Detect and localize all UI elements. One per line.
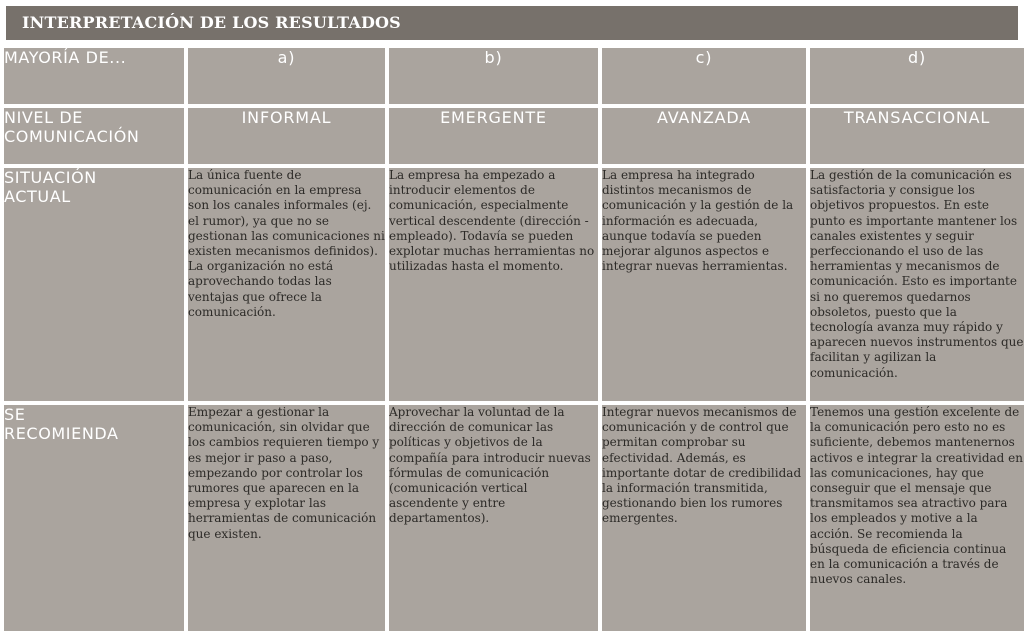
level-avanzada: AVANZADA <box>602 108 806 164</box>
situation-cell-a: La única fuente de comunicación en la empresa son los canales informales (ej. el rumor), ya que no se gestionan las comunicaciones ni existen mecanismos definidos). La organización no está aprovechando todas las ventajas que ofrece la comunicación. <box>188 168 385 401</box>
header-row <box>4 48 1024 104</box>
recommendation-cell-b: Aprovechar la voluntad de la dirección de comunicar las políticas y objetivos de la compañía para introducir nuevas fórmulas de comunicación (comunicación vertical ascendente y entre departamentos). <box>389 405 598 631</box>
situation-row <box>4 168 1024 401</box>
recommendation-cell-d: Tenemos una gestión excelente de la comunicación pero esto no es suficiente, debemos mantenernos activos e integrar la creatividad en las comunicaciones, hay que conseguir que el mensaje que transmitamos sea atractivo para los empleados y motive a la acción. Se recomienda la búsqueda de eficiencia continua en la comunicación a través de nuevos canales. <box>810 405 1024 631</box>
recommendation-cell-c: Integrar nuevos mecanismos de comunicación y de control que permitan comprobar su efectividad. Además, es importante dotar de credibilidad la información transmitida, gestionando bien los rumores emergentes. <box>602 405 806 631</box>
level-row-label: NIVEL DE COMUNICACIÓN <box>4 108 184 164</box>
header-row-label: MAYORÍA DE... <box>4 48 184 104</box>
column-header-d: d) <box>810 48 1024 104</box>
results-table <box>0 44 1024 635</box>
situation-cell-c: La empresa ha integrado distintos mecanismos de comunicación y la gestión de la información es adecuada, aunque todavía se pueden mejorar algunos aspectos e integrar nuevas herramientas. <box>602 168 806 401</box>
column-header-c: c) <box>602 48 806 104</box>
level-informal: INFORMAL <box>188 108 385 164</box>
recommendation-row <box>4 405 1024 631</box>
column-header-b: b) <box>389 48 598 104</box>
situation-cell-d: La gestión de la comunicación es satisfactoria y consigue los objetivos propuestos. En este punto es importante mantener los canales existentes y seguir perfeccionando el uso de las herramientas y mecanismos de comunicación. Esto es importante si no queremos quedarnos obsoletos, puesto que la tecnología avanza muy rápido y aparecen nuevos instrumentos que facilitan y agilizan la comunicación. <box>810 168 1024 401</box>
column-header-a: a) <box>188 48 385 104</box>
situation-cell-b: La empresa ha empezado a introducir elementos de comunicación, especialmente vertical descendente (dirección - empleado). Todavía se pueden explotar muchas herramientas no utilizadas hasta el momento. <box>389 168 598 401</box>
level-emergente: EMERGENTE <box>389 108 598 164</box>
situation-row-label: SITUACIÓN ACTUAL <box>4 168 184 401</box>
level-transaccional: TRANSACCIONAL <box>810 108 1024 164</box>
level-row <box>4 108 1024 164</box>
recommendation-row-label: SE RECOMIENDA <box>4 405 184 631</box>
recommendation-cell-a: Empezar a gestionar la comunicación, sin olvidar que los cambios requieren tiempo y es mejor ir paso a paso, empezando por controlar los rumores que aparecen en la empresa y explotar las herramientas de comunicación que existen. <box>188 405 385 631</box>
table-title: INTERPRETACIÓN DE LOS RESULTADOS <box>6 6 1018 40</box>
